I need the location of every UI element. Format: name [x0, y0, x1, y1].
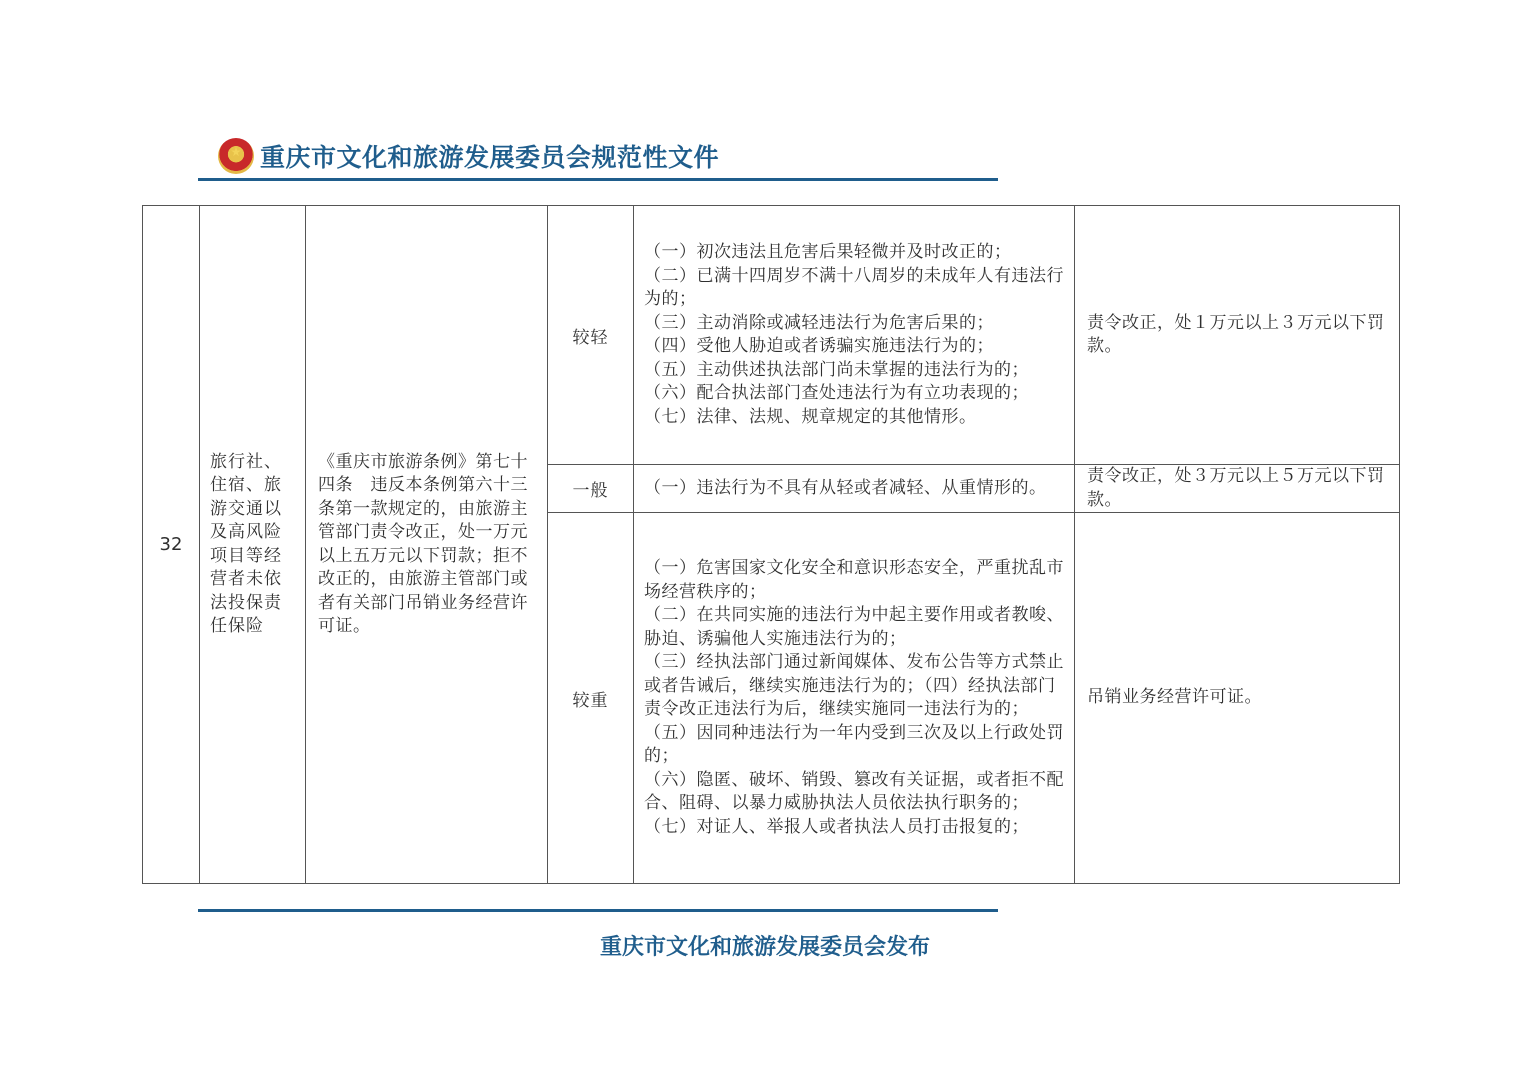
condition-item: （二）已满十四周岁不满十八周岁的未成年人有违法行为的； — [644, 265, 1064, 309]
footer-divider — [198, 909, 998, 912]
penalty-cell: 吊销业务经营许可证。 — [1075, 513, 1400, 884]
penalty-discretion-table — [142, 205, 1400, 884]
publisher-line: 重庆市文化和旅游发展委员会发布 — [600, 934, 931, 960]
level-label: 较重 — [548, 513, 634, 884]
condition-item: （三）主动消除或减轻违法行为危害后果的； — [644, 312, 994, 333]
level-label: 一般 — [548, 465, 634, 513]
level-label: 较轻 — [548, 206, 634, 465]
violation-subject: 旅行社、住宿、旅游交通以及高风险项目等经营者未依法投保责任保险 — [200, 206, 306, 884]
table-row — [143, 206, 1400, 465]
condition-item: （五）主动供述执法部门尚未掌握的违法行为的； — [644, 359, 1029, 380]
condition-item: （五）因同种违法行为一年内受到三次及以上行政处罚的； — [644, 722, 1064, 766]
condition-item: （一）初次违法且危害后果轻微并及时改正的； — [644, 242, 1012, 262]
condition-item: （六）配合执法部门查处违法行为有立功表现的； — [644, 383, 1029, 403]
legal-basis: 《重庆市旅游条例》第七十四条 违反本条例第六十三条第一款规定的，由旅游主管部门责令改正，处一万元以上五万元以下罚款；拒不改正的，由旅游主管部门或者有关部门吊销业务经营许可证。 — [306, 206, 548, 884]
condition-item: （六）隐匿、破坏、销毁、篡改有关证据，或者拒不配合、阻碍、以暴力威胁执法人员依法执行职务的； — [644, 769, 1064, 813]
header-divider — [198, 178, 998, 181]
condition-item: （三）经执法部门通过新闻媒体、发布公告等方式禁止或者告诫后，继续实施违法行为的；（四）经执法部门责令改正违法行为后，继续实施同一违法行为的； — [644, 652, 1064, 719]
conditions-cell — [634, 206, 1075, 465]
conditions-cell — [634, 513, 1075, 884]
row-number: 32 — [143, 206, 200, 884]
condition-item: （一）危害国家文化安全和意识形态安全，严重扰乱市场经营秩序的； — [644, 558, 1064, 602]
conditions-cell — [634, 465, 1075, 513]
national-emblem-icon — [218, 138, 254, 174]
condition-item: （七）法律、法规、规章规定的其他情形。 — [644, 406, 977, 427]
penalty-cell: 责令改正，处１万元以上３万元以下罚款。 — [1075, 206, 1400, 465]
condition-item: （四）受他人胁迫或者诱骗实施违法行为的； — [644, 336, 994, 356]
condition-item: （七）对证人、举报人或者执法人员打击报复的； — [644, 816, 1029, 837]
document-header — [200, 132, 1000, 180]
condition-item: （一）违法行为不具有从轻或者减轻、从重情形的。 — [644, 477, 1047, 498]
condition-item: （二）在共同实施的违法行为中起主要作用或者教唆、胁迫、诱骗他人实施违法行为的； — [644, 605, 1064, 649]
penalty-cell: 责令改正，处３万元以上５万元以下罚款。 — [1075, 465, 1400, 513]
document-title: 重庆市文化和旅游发展委员会规范性文件 — [260, 143, 720, 172]
